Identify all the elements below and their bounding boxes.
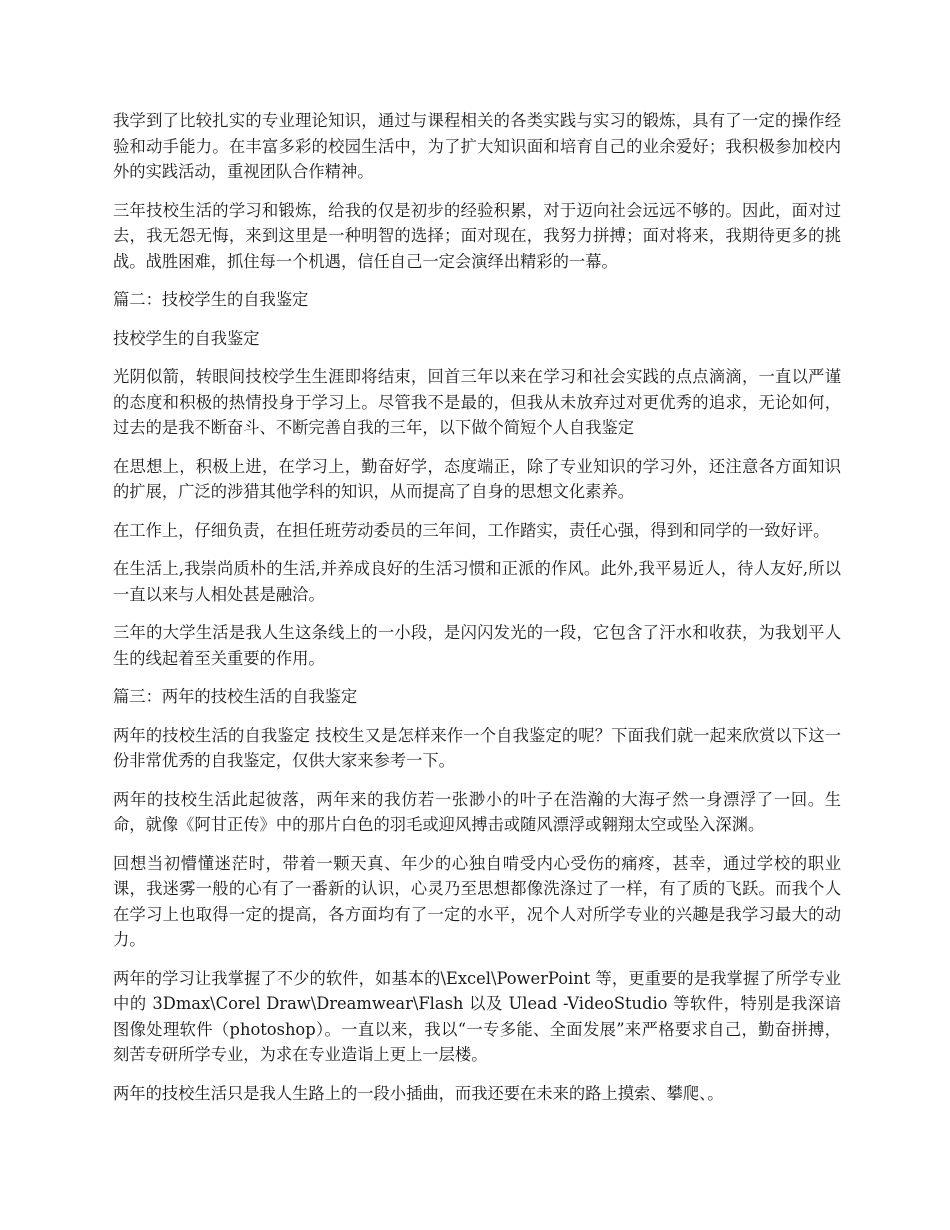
paragraph: 在思想上，积极上进，在学习上，勤奋好学，态度端正，除了专业知识的学习外，还注意各方面知识的扩展，广泛的涉猎其他学科的知识，从而提高了自身的思想文化素养。 xyxy=(113,456,841,501)
document-page xyxy=(113,108,841,1119)
paragraph: 回想当初懵懂迷茫时，带着一颗天真、年少的心独自啃受内心受伤的痛疼，甚幸，通过学校的职业课，我迷雾一般的心有了一番新的认识，心灵乃至思想都像洗涤过了一样，有了质的飞跃。而我个人在学习上也取得一定的提高，各方面均有了一定的水平，况个人对所学专业的兴趣是我学习最大的动力。 xyxy=(113,853,841,949)
paragraph: 光阴似箭，转眼间技校学生生涯即将结束，回首三年以来在学习和社会实践的点点滴滴，一直以严谨的态度和积极的热情投身于学习上。尽管我不是最的，但我从未放弃过对更优秀的追求，无论如何，过去的是我不断奋斗、不断完善自我的三年，以下做个简短个人自我鉴定 xyxy=(113,367,841,437)
paragraph: 三年的大学生活是我人生这条线上的一小段，是闪闪发光的一段，它包含了汗水和收获，为我划平人生的线起着至关重要的作用。 xyxy=(113,623,841,668)
paragraph: 两年的学习让我掌握了不少的软件，如基本的\Excel\PowerPoint 等，更重要的是我掌握了所学专业中的 3Dmax\Corel Draw\Dreamwear\Flash 以及 Ulead -VideoStudio 等软件，特别是我深谙图像处理软件（photoshop）。一直以来，我以“一专多能、全面发展”来严格要求自己，勤奋拼搏，刻苦专研所学专业，为求在专业造诣上更上一层楼。 xyxy=(113,968,841,1064)
paragraph: 两年的技校生活的自我鉴定 技校生又是怎样来作一个自我鉴定的呢？下面我们就一起来欣赏以下这一份非常优秀的自我鉴定，仅供大家来参考一下。 xyxy=(113,725,841,770)
paragraph: 两年的技校生活此起彼落，两年来的我仿若一张渺小的叶子在浩瀚的大海孑然一身漂浮了一回。生命，就像《阿甘正传》中的那片白色的羽毛或迎风搏击或随风漂浮或翱翔太空或坠入深渊。 xyxy=(113,789,841,834)
section-heading: 篇二：技校学生的自我鉴定 xyxy=(113,290,309,309)
paragraph: 两年的技校生活只是我人生路上的一段小插曲，而我还要在未来的路上摸索、攀爬、。 xyxy=(113,1083,724,1103)
section-heading: 篇三：两年的技校生活的自我鉴定 xyxy=(113,687,358,706)
section-subheading: 技校学生的自我鉴定 xyxy=(113,328,260,348)
paragraph: 在工作上，仔细负责，在担任班劳动委员的三年间，工作踏实，责任心强，得到和同学的一致好评。 xyxy=(113,520,830,540)
paragraph: 三年技校生活的学习和锻炼，给我的仅是初步的经验积累，对于迈向社会远远不够的。因此，面对过去，我无怨无悔，来到这里是一种明智的选择；面对现在，我努力拼搏；面对将来，我期待更多的挑战。战胜困难，抓住每一个机遇，信任自己一定会演绎出精彩的一幕。 xyxy=(113,200,841,271)
paragraph: 我学到了比较扎实的专业理论知识，通过与课程相关的各类实践与实习的锻炼，具有了一定的操作经验和动手能力。在丰富多彩的校园生活中，为了扩大知识面和培育自己的业余爱好；我积极参加校内外的实践活动，重视团队合作精神。 xyxy=(113,111,841,181)
paragraph: 在生活上,我崇尚质朴的生活,并养成良好的生活习惯和正派的作风。此外,我平易近人，待人友好,所以一直以来与人相处甚是融洽。 xyxy=(113,559,841,604)
